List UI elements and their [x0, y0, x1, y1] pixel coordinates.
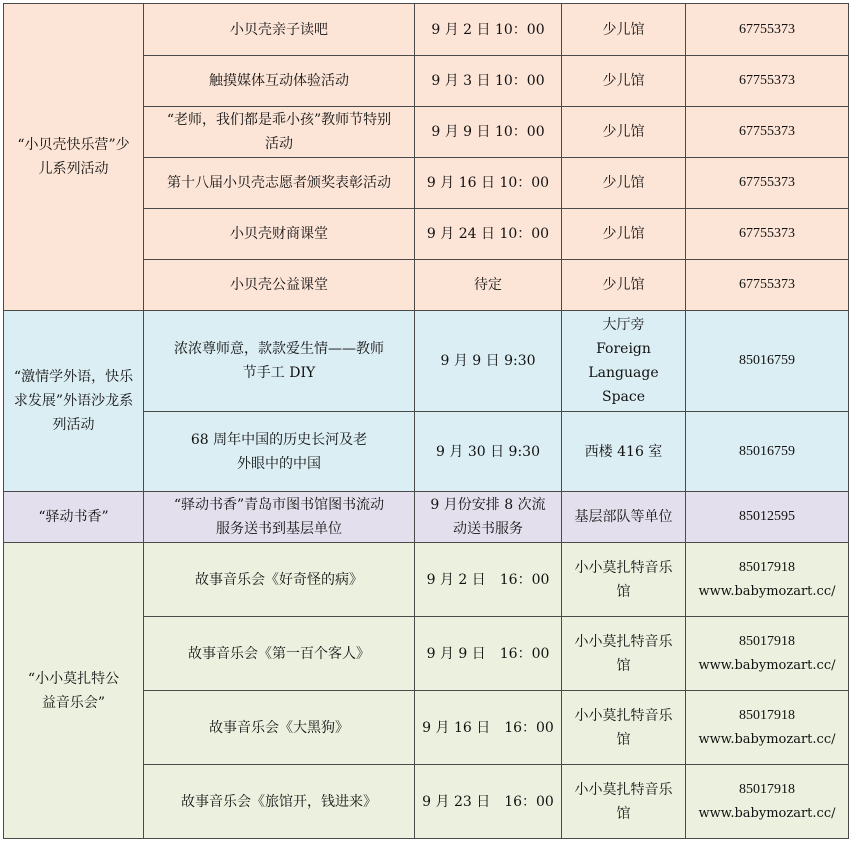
phone-number: 85017918 — [739, 781, 795, 797]
activity-schedule-table — [3, 3, 849, 839]
venue-cell: 大厅旁 Foreign Language Space — [562, 311, 686, 412]
activity-cell: 触摸媒体互动体验活动 — [144, 56, 415, 107]
group-name-cell: “小贝壳快乐营”少儿系列活动 — [4, 4, 144, 311]
venue-cell: 小小莫扎特音乐馆 — [562, 691, 686, 765]
contact-cell — [686, 543, 849, 617]
venue-cell: 少儿馆 — [562, 209, 686, 260]
venue-cell: 少儿馆 — [562, 158, 686, 209]
phone-cell: 85016759 — [686, 412, 849, 492]
phone-cell: 67755373 — [686, 209, 849, 260]
group-name-cell: “小小莫扎特公益音乐会” — [4, 543, 144, 839]
website-link[interactable]: www.babymozart.cc/ — [698, 731, 836, 747]
activity-cell: 故事音乐会《大黑狗》 — [144, 691, 415, 765]
website-link[interactable]: www.babymozart.cc/ — [698, 657, 836, 673]
activity-cell: 小贝壳亲子读吧 — [144, 4, 415, 56]
time-cell: 9 月 30 日 9:30 — [415, 412, 562, 492]
time-cell: 9 月 23 日 16：00 — [415, 765, 562, 839]
venue-cell: 少儿馆 — [562, 260, 686, 311]
time-cell: 9 月 9 日 9:30 — [415, 311, 562, 412]
phone-cell: 67755373 — [686, 260, 849, 311]
venue-cell: 少儿馆 — [562, 4, 686, 56]
activity-cell: 故事音乐会《第一百个客人》 — [144, 617, 415, 691]
time-cell: 9 月 3 日 10：00 — [415, 56, 562, 107]
phone-cell: 85012595 — [686, 492, 849, 543]
phone-number: 85017918 — [739, 633, 795, 649]
activity-cell: 小贝壳财商课堂 — [144, 209, 415, 260]
activity-cell: 故事音乐会《旅馆开，钱进来》 — [144, 765, 415, 839]
contact-cell — [686, 765, 849, 839]
phone-cell: 85016759 — [686, 311, 849, 412]
group-name-cell: “激情学外语，快乐求发展”外语沙龙系列活动 — [4, 311, 144, 492]
time-cell: 9 月份安排 8 次流动送书服务 — [415, 492, 562, 543]
website-link[interactable]: www.babymozart.cc/ — [698, 805, 836, 821]
time-cell: 9 月 16 日 16：00 — [415, 691, 562, 765]
phone-cell: 67755373 — [686, 107, 849, 158]
phone-number: 85017918 — [739, 707, 795, 723]
contact-cell — [686, 691, 849, 765]
time-cell: 9 月 16 日 10：00 — [415, 158, 562, 209]
activity-cell: 小贝壳公益课堂 — [144, 260, 415, 311]
phone-number: 85017918 — [739, 559, 795, 575]
time-cell: 9 月 2 日 10：00 — [415, 4, 562, 56]
phone-cell: 67755373 — [686, 4, 849, 56]
activity-cell: “老师，我们都是乖小孩”教师节特别活动 — [144, 107, 415, 158]
activity-cell: “驿动书香”青岛市图书馆图书流动服务送书到基层单位 — [144, 492, 415, 543]
activity-cell: 故事音乐会《好奇怪的病》 — [144, 543, 415, 617]
venue-cell: 小小莫扎特音乐馆 — [562, 765, 686, 839]
activity-cell: 浓浓尊师意，款款爱生情——教师节手工 DIY — [144, 311, 415, 412]
phone-cell: 67755373 — [686, 56, 849, 107]
venue-cell: 基层部队等单位 — [562, 492, 686, 543]
activity-cell: 68 周年中国的历史长河及老外眼中的中国 — [144, 412, 415, 492]
contact-cell — [686, 617, 849, 691]
venue-cell: 少儿馆 — [562, 107, 686, 158]
time-cell: 9 月 2 日 16：00 — [415, 543, 562, 617]
time-cell: 9 月 9 日 10：00 — [415, 107, 562, 158]
phone-cell: 67755373 — [686, 158, 849, 209]
venue-cell: 少儿馆 — [562, 56, 686, 107]
venue-cell: 小小莫扎特音乐馆 — [562, 617, 686, 691]
activity-cell: 第十八届小贝壳志愿者颁奖表彰活动 — [144, 158, 415, 209]
group-name-cell: “驿动书香” — [4, 492, 144, 543]
venue-cell: 西楼 416 室 — [562, 412, 686, 492]
time-cell: 9 月 9 日 16：00 — [415, 617, 562, 691]
website-link[interactable]: www.babymozart.cc/ — [698, 583, 836, 599]
venue-cell: 小小莫扎特音乐馆 — [562, 543, 686, 617]
time-cell: 待定 — [415, 260, 562, 311]
time-cell: 9 月 24 日 10：00 — [415, 209, 562, 260]
